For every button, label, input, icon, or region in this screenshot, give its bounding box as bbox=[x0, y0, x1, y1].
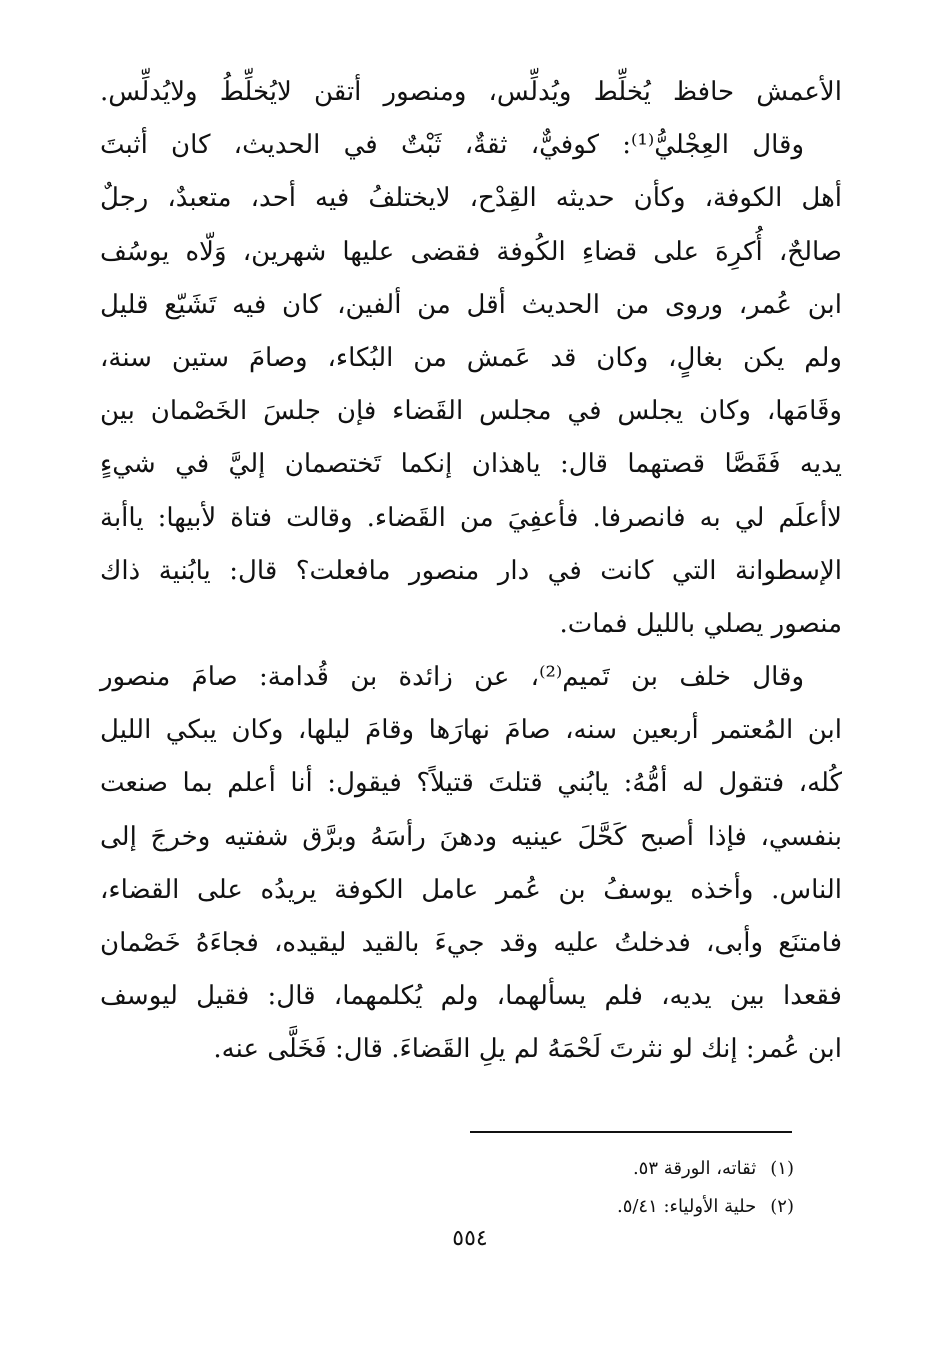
text-line: فامتنَع وأبى، فدخلتُ عليه وقد جيءَ بالقيد ليقيده، فجاءَهُ خَصْمان bbox=[100, 928, 842, 958]
text-line: أهل الكوفة، وكأن حديثه القِدْح، لايختلفُ فيه أحد، متعبدٌ، رجلٌ bbox=[100, 183, 842, 214]
text-line: بنفسي، فإذا أصبح كَحَّلَ عينيه ودهنَ رأسَهُ وبرَّق شفتيه وخرجَ إلى bbox=[100, 821, 842, 852]
text-line: وقَامَها، وكان يجلس في مجلس القَضاء فإن جلسَ الخَصْمان بين bbox=[100, 396, 842, 427]
footnote-number: (١) bbox=[770, 1158, 794, 1179]
text-line: ابن عُمر، وروى من الحديث أقل من ألفين، كان فيه تَشَيّع قليل bbox=[100, 289, 842, 320]
footnote-text: حلية الأولياء: ٥/٤١. bbox=[616, 1196, 757, 1217]
footnote-item bbox=[100, 1150, 794, 1188]
text-line: ابن المُعتمر أربعين سنه، صامَ نهارَها وقامَ ليلها، وكان يبكي الليل bbox=[100, 715, 843, 746]
text-line: وقال العِجْليُّ⁽¹⁾: كوفيٌّ، ثقةٌ، ثَبْتٌ في الحديث، كان أثبتَ bbox=[100, 130, 804, 161]
footnote-item bbox=[100, 1188, 794, 1226]
text-line: وقال خلف بن تَميم⁽²⁾، عن زائدة بن قُدامة: صامَ منصور bbox=[100, 662, 804, 693]
footnote-number: (٢) bbox=[770, 1196, 794, 1217]
text-line: ولم يكن بغالٍ، وكان قد عَمش من البُكاء، وصامَ ستين سنة، bbox=[100, 342, 842, 373]
footnotes bbox=[100, 1150, 794, 1226]
main-text bbox=[100, 66, 842, 1077]
text-line: منصور يصلي بالليل فمات. bbox=[559, 608, 842, 639]
text-line: الأعمش حافظ يُخلِّط ويُدلِّس، ومنصور أتقن لايُخلِّطُ ولايُدلِّس. bbox=[100, 77, 842, 107]
footnote-divider bbox=[470, 1131, 792, 1133]
text-line: الإسطوانة التي كانت في دار منصور مافعلت؟ قال: يابُنية ذاك bbox=[100, 555, 842, 586]
footnote-text: ثقاته، الورقة ٥٣. bbox=[632, 1158, 757, 1179]
text-line: يديه فَقَصَّا قصتهما قال: ياهذان إنكما تَختصمان إليَّ في شيءٍ bbox=[100, 449, 842, 480]
text-line: ابن عُمر: إنك لو نثرتَ لَحْمَهُ لم يلِ القَضاءَ. قال: فَخَلَّى عنه. bbox=[213, 1034, 842, 1065]
text-line: صالحٌ، أُكرِهَ على قضاءِ الكُوفة فقضى عليها شهرين، وَلّاه يوسُف bbox=[100, 236, 842, 267]
text-line: فقعدا بين يديه، فلم يسألهما، ولم يُكلمهما، قال: فقيل ليوسف bbox=[100, 981, 842, 1012]
text-line: الناس. وأخذه يوسفُ بن عُمر عامل الكوفة يريدُه على القضاء، bbox=[100, 874, 842, 905]
text-line: لاأعلَم لي به فانصرفا. فأعفِيَ من القَضاء. وقالت فتاة لأبيها: ياأبة bbox=[100, 502, 842, 533]
page-number: ٥٥٤ bbox=[452, 1226, 488, 1251]
text-line: كُله، فتقول له أمُّهُ: يابُني قتلتَ قتيلاً؟ فيقول: أنا أعلم بما صنعت bbox=[100, 768, 842, 799]
